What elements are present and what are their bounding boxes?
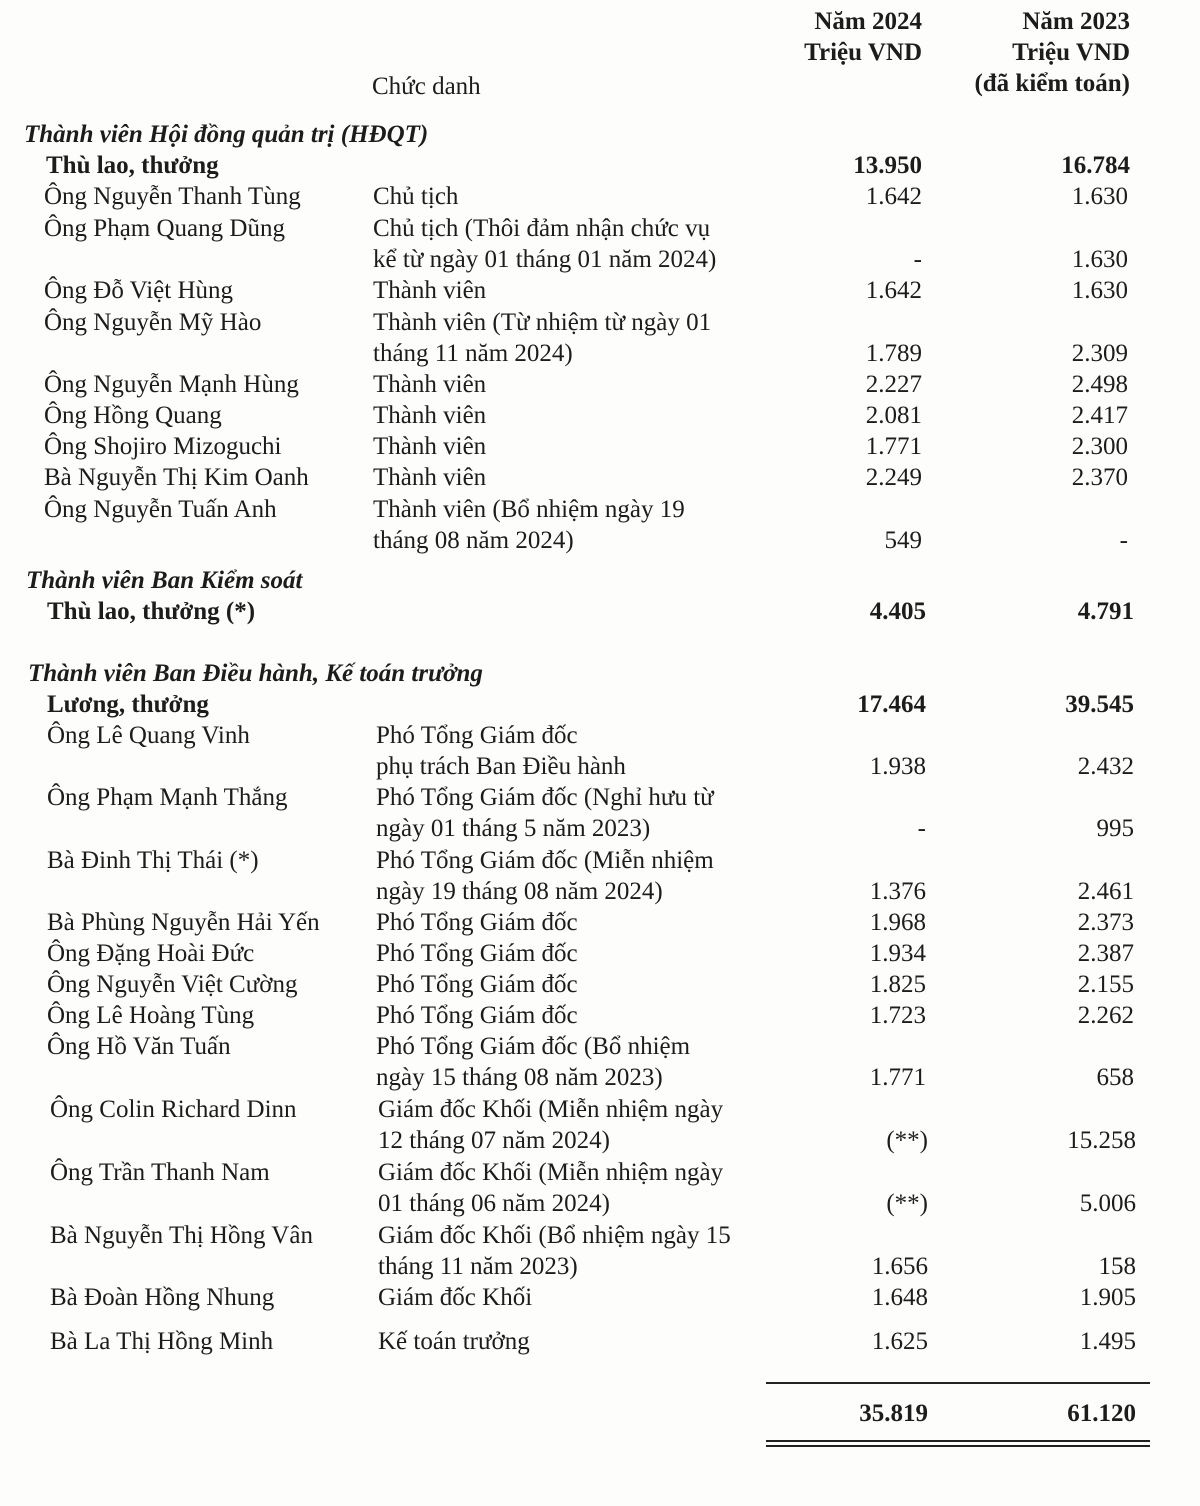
position-title: Thành viên (373, 433, 487, 460)
person-name: Ông Nguyễn Mỹ Hào (44, 309, 262, 336)
table-row (0, 876, 1200, 907)
value-2024: 1.938 (869, 753, 926, 780)
value-2023: 1.630 (1071, 277, 1128, 304)
position-title: 01 tháng 06 năm 2024) (378, 1190, 610, 1217)
position-title: Phó Tổng Giám đốc (376, 909, 578, 936)
table-row (0, 338, 1200, 369)
position-title: Phó Tổng Giám đốc (376, 940, 578, 967)
table-row (0, 1326, 1200, 1357)
header-2024-year: Năm 2024 (814, 8, 922, 35)
value-2023: 2.300 (1071, 433, 1128, 460)
person-name: Ông Hồ Văn Tuấn (47, 1033, 231, 1060)
value-2023: 995 (1096, 815, 1134, 842)
position-title: Chủ tịch (Thôi đảm nhận chức vụ (373, 215, 711, 242)
person-name: Ông Lê Quang Vinh (47, 722, 250, 749)
header-2024-unit: Triệu VND (804, 39, 922, 66)
value-2023: - (1119, 527, 1128, 554)
position-title: Thành viên (Từ nhiệm từ ngày 01 (373, 309, 712, 336)
person-name: Bà Phùng Nguyễn Hải Yến (47, 909, 320, 936)
person-name: Ông Phạm Quang Dũng (44, 215, 285, 242)
person-name: Thù lao, thưởng (*) (47, 598, 256, 625)
position-title: Giám đốc Khối (Bổ nhiệm ngày 15 (378, 1222, 731, 1249)
total-double-rule-1 (766, 1440, 1150, 1442)
position-title: Thành viên (373, 371, 487, 398)
value-2024: 1.648 (871, 1284, 928, 1311)
table-row (0, 720, 1200, 751)
table-row (0, 1062, 1200, 1093)
position-title: ngày 15 tháng 08 năm 2023) (376, 1064, 663, 1091)
position-title: Thành viên (Bổ nhiệm ngày 19 (373, 496, 685, 523)
table-row (0, 275, 1200, 306)
table-row (0, 1220, 1200, 1251)
value-2024: 1.789 (865, 340, 922, 367)
value-2023: 2.309 (1071, 340, 1128, 367)
position-title: Thành viên (373, 402, 487, 429)
person-name: Ông Đặng Hoài Đức (47, 940, 255, 967)
value-2023: 1.630 (1071, 183, 1128, 210)
position-title: Giám đốc Khối (Miễn nhiệm ngày (378, 1096, 724, 1123)
value-2024: 2.081 (865, 402, 922, 429)
person-name: Bà Đinh Thị Thái (*) (47, 847, 259, 874)
position-title: Chủ tịch (373, 183, 459, 210)
table-row (0, 782, 1200, 813)
table-row (0, 1094, 1200, 1125)
value-2024: 4.405 (869, 598, 926, 625)
value-2024: - (917, 815, 926, 842)
table-row (0, 689, 1200, 720)
table-row (0, 907, 1200, 938)
person-name: Bà La Thị Hồng Minh (50, 1328, 274, 1355)
table-row (0, 369, 1200, 400)
person-name: Thù lao, thưởng (46, 152, 219, 179)
position-title: ngày 19 tháng 08 năm 2024) (376, 878, 663, 905)
header-2024 (804, 6, 922, 68)
position-title: Phó Tổng Giám đốc (Bổ nhiệm (376, 1033, 691, 1060)
table-row (0, 1000, 1200, 1031)
position-title: tháng 08 năm 2024) (373, 527, 574, 554)
value-2024: 2.227 (865, 371, 922, 398)
header-role: Chức danh (372, 73, 481, 100)
header-2023-year: Năm 2023 (1022, 8, 1130, 35)
position-title: Phó Tổng Giám đốc (Nghỉ hưu từ (376, 784, 714, 811)
person-name: Ông Trần Thanh Nam (50, 1159, 270, 1186)
value-2024: 1.771 (869, 1064, 926, 1091)
section-heading (0, 658, 1200, 689)
value-2023: 158 (1098, 1253, 1136, 1280)
table-row (0, 181, 1200, 212)
value-2024: 1.656 (871, 1253, 928, 1280)
position-title: Thành viên (373, 464, 487, 491)
position-title: phụ trách Ban Điều hành (376, 753, 626, 780)
person-name: Bà Nguyễn Thị Hồng Vân (50, 1222, 313, 1249)
table-row (0, 938, 1200, 969)
total-2024: 35.819 (859, 1400, 928, 1427)
table-row (0, 462, 1200, 493)
value-2023: 2.432 (1077, 753, 1134, 780)
value-2024: 1.771 (865, 433, 922, 460)
value-2023: 4.791 (1077, 598, 1134, 625)
table-row (0, 494, 1200, 525)
section-title: Thành viên Ban Điều hành, Kế toán trưởng (28, 660, 483, 687)
position-title: tháng 11 năm 2023) (378, 1253, 578, 1280)
person-name: Ông Shojiro Mizoguchi (44, 433, 282, 460)
header-2023-note: (đã kiểm toán) (974, 70, 1130, 97)
person-name: Ông Phạm Mạnh Thắng (47, 784, 288, 811)
person-name: Ông Đỗ Việt Hùng (44, 277, 234, 304)
table-row (0, 150, 1200, 181)
table-row (0, 1031, 1200, 1062)
section-heading (0, 119, 1200, 150)
person-name: Ông Lê Hoàng Tùng (47, 1002, 255, 1029)
value-2023: 1.630 (1071, 246, 1128, 273)
person-name: Ông Nguyễn Tuấn Anh (44, 496, 277, 523)
value-2023: 1.905 (1079, 1284, 1136, 1311)
table-row (0, 1282, 1200, 1313)
value-2023: 16.784 (1061, 152, 1130, 179)
value-2024: 13.950 (853, 152, 922, 179)
value-2024: - (913, 246, 922, 273)
person-name: Ông Hồng Quang (44, 402, 222, 429)
person-name: Ông Nguyễn Việt Cường (47, 971, 298, 998)
value-2023: 2.373 (1077, 909, 1134, 936)
value-2023: 658 (1096, 1064, 1134, 1091)
value-2024: 17.464 (857, 691, 926, 718)
table-row (0, 596, 1200, 627)
table-row (0, 244, 1200, 275)
value-2024: 1.642 (865, 277, 922, 304)
table-row (0, 400, 1200, 431)
value-2023: 5.006 (1079, 1190, 1136, 1217)
value-2024: 1.642 (865, 183, 922, 210)
section-title: Thành viên Hội đồng quản trị (HĐQT) (24, 121, 429, 148)
value-2024: 1.376 (869, 878, 926, 905)
header-2023 (974, 6, 1130, 99)
table-row (0, 969, 1200, 1000)
position-title: Giám đốc Khối (378, 1284, 533, 1311)
value-2024: 549 (884, 527, 922, 554)
position-title: kể từ ngày 01 tháng 01 năm 2024) (373, 246, 717, 273)
value-2024: 1.723 (869, 1002, 926, 1029)
total-2023: 61.120 (1067, 1400, 1136, 1427)
total-row (0, 1398, 1200, 1429)
table-row (0, 1188, 1200, 1219)
value-2023: 2.387 (1077, 940, 1134, 967)
table-row (0, 751, 1200, 782)
position-title: 12 tháng 07 năm 2024) (378, 1127, 610, 1154)
value-2023: 1.495 (1079, 1328, 1136, 1355)
value-2023: 15.258 (1067, 1127, 1136, 1154)
table-row (0, 1125, 1200, 1156)
section-title: Thành viên Ban Kiểm soát (26, 567, 303, 594)
person-name: Lương, thưởng (47, 691, 209, 718)
table-row (0, 845, 1200, 876)
person-name: Ông Nguyễn Thanh Tùng (44, 183, 301, 210)
table-row (0, 307, 1200, 338)
total-double-rule-2 (766, 1445, 1150, 1447)
section-heading (0, 565, 1200, 596)
table-row (0, 813, 1200, 844)
table-row (0, 213, 1200, 244)
person-name: Ông Nguyễn Mạnh Hùng (44, 371, 299, 398)
value-2024: (**) (886, 1127, 928, 1154)
position-title: Phó Tổng Giám đốc (Miễn nhiệm (376, 847, 714, 874)
value-2024: 1.625 (871, 1328, 928, 1355)
position-title: Kế toán trưởng (378, 1328, 530, 1355)
value-2023: 2.461 (1077, 878, 1134, 905)
table-row (0, 1251, 1200, 1282)
value-2023: 2.370 (1071, 464, 1128, 491)
value-2024: 1.968 (869, 909, 926, 936)
table-row (0, 525, 1200, 556)
table-row (0, 1157, 1200, 1188)
person-name: Bà Nguyễn Thị Kim Oanh (44, 464, 309, 491)
value-2023: 2.498 (1071, 371, 1128, 398)
table-row (0, 431, 1200, 462)
value-2023: 39.545 (1065, 691, 1134, 718)
value-2023: 2.155 (1077, 971, 1134, 998)
position-title: Phó Tổng Giám đốc (376, 722, 578, 749)
value-2024: 1.934 (869, 940, 926, 967)
value-2023: 2.262 (1077, 1002, 1134, 1029)
position-title: Phó Tổng Giám đốc (376, 1002, 578, 1029)
person-name: Ông Colin Richard Dinn (50, 1096, 297, 1123)
position-title: Giám đốc Khối (Miễn nhiệm ngày (378, 1159, 724, 1186)
value-2023: 2.417 (1071, 402, 1128, 429)
position-title: Thành viên (373, 277, 487, 304)
header-2023-unit: Triệu VND (1012, 39, 1130, 66)
total-top-rule (766, 1382, 1150, 1384)
value-2024: 1.825 (869, 971, 926, 998)
position-title: ngày 01 tháng 5 năm 2023) (376, 815, 651, 842)
person-name: Bà Đoàn Hồng Nhung (50, 1284, 275, 1311)
position-title: tháng 11 năm 2024) (373, 340, 573, 367)
position-title: Phó Tổng Giám đốc (376, 971, 578, 998)
value-2024: (**) (886, 1190, 928, 1217)
value-2024: 2.249 (865, 464, 922, 491)
